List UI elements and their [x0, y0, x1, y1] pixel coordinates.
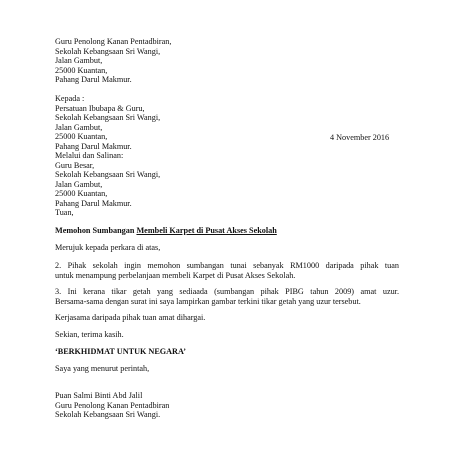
motto: ‘BERKHIDMAT UNTUK NEGARA’: [55, 347, 187, 356]
letter-subject: [55, 226, 395, 236]
sender-address-line: Guru Penolong Kanan Pentadbiran,: [55, 37, 172, 46]
via-address: [55, 151, 395, 209]
recipient-address-line: Sekolah Kebangsaan Sri Wangi,: [55, 113, 161, 123]
via-address-line: Sekolah Kebangsaan Sri Wangi,: [55, 170, 161, 180]
sender-address-line: Jalan Gambut,: [55, 56, 103, 66]
sender-address: [55, 37, 395, 85]
subject-underlined: Membeli Karpet di Pusat Akses Sekolah: [136, 226, 277, 235]
paragraph-3: [55, 287, 399, 306]
recipient-heading: Kepada :: [55, 94, 85, 103]
letter-date: 4 November 2016: [330, 133, 390, 142]
recipient-address-line: Pahang Darul Makmur.: [55, 141, 132, 151]
via-address-line: 25000 Kuantan,: [55, 189, 108, 199]
paragraph-2-line: untuk menampung perbelanjaan membeli Karpet di Pusat Akses Sekolah.: [55, 270, 296, 280]
recipient-address-line: 25000 Kuantan,: [55, 132, 108, 142]
signature-block: [55, 391, 395, 420]
via-address-line: Guru Besar,: [55, 160, 95, 170]
closing-line: Saya yang menurut perintah,: [55, 364, 150, 373]
paragraph-2-line: 2. Pihak sekolah ingin memohon sumbangan tunai sebanyak RM1000 daripada pihak tuan: [55, 261, 399, 270]
sender-address-line: Sekolah Kebangsaan Sri Wangi,: [55, 46, 161, 56]
via-heading: Melalui dan Salinan:: [55, 151, 124, 160]
subject-prefix: Memohon Sumbangan: [55, 226, 137, 235]
paragraph-4: Kerjasama daripada pihak tuan amat dihargai.: [55, 313, 206, 322]
signature-title: Guru Penolong Kanan Pentadbiran: [55, 400, 170, 410]
signature-name: Puan Salmi Binti Abd Jalil: [55, 391, 143, 400]
recipient-address-line: Jalan Gambut,: [55, 122, 103, 132]
sender-address-line: Pahang Darul Makmur.: [55, 75, 132, 85]
paragraph-3-line: 3. Ini kerana tikar getah yang sediaada (sumbangan pihak PIBG tahun 2009) amat uzur.: [55, 287, 399, 296]
paragraph-3-line: Bersama-sama dengan surat ini saya lampirkan gambar terkini tikar getah yang uzur tersebut.: [55, 296, 361, 306]
via-address-line: Pahang Darul Makmur.: [55, 198, 132, 208]
paragraph-reference: Merujuk kepada perkara di atas,: [55, 243, 161, 252]
salutation: Tuan,: [55, 208, 74, 217]
signature-school: Sekolah Kebangsaan Sri Wangi.: [55, 410, 161, 420]
recipient-address-line: Persatuan Ibubapa & Guru,: [55, 103, 145, 113]
via-address-line: Jalan Gambut,: [55, 179, 103, 189]
recipient-address: [55, 94, 395, 152]
sender-address-line: 25000 Kuantan,: [55, 65, 108, 75]
paragraph-5: Sekian, terima kasih.: [55, 330, 124, 339]
paragraph-2: [55, 261, 399, 280]
